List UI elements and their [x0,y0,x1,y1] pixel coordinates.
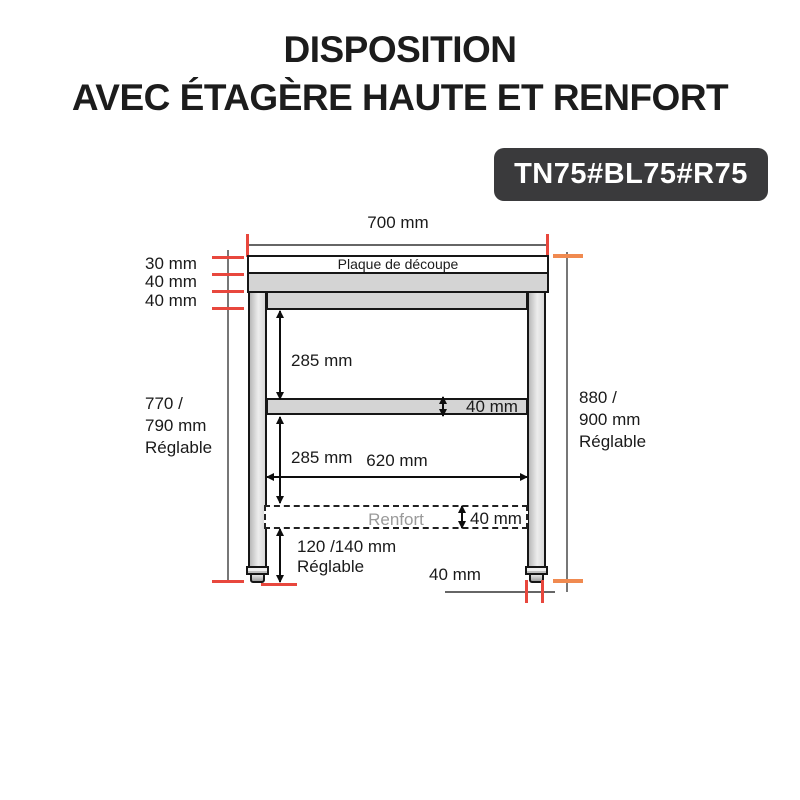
dim-left-height-label [145,393,212,459]
dim-left-height-line3: Réglable [145,438,213,457]
title-line-2: AVEC ÉTAGÈRE HAUTE ET RENFORT [71,77,729,118]
dim-arrow-renfort-thickness [461,506,463,528]
dim-right-height-label [579,387,646,453]
dim-arrow-inner-width [267,476,527,478]
dim-left-height-line2: 790 mm [145,416,207,435]
dim-tick-left-4 [212,307,244,310]
dim-tick-left-1 [212,256,244,259]
dim-inner-width-label: 620 mm [366,451,428,470]
dim-foot-width-label: 40 mm [429,565,481,584]
dim-top-width-label: 700 mm [367,213,429,232]
dim-tick-foot-right [541,580,544,603]
dim-right-height-line1: 880 / [579,388,617,407]
cutting-board-label: Plaque de découpe [337,256,459,272]
dim-tick-foot-left [525,580,528,603]
dim-line-top-width [248,244,548,246]
dim-lower-gap-label: 285 mm [291,448,353,467]
dim-plaque-thickness: 30 mm [145,254,197,273]
dim-frame-thickness: 40 mm [145,291,197,310]
dim-foot-height-line1: 120 /140 mm [297,537,397,556]
dim-line-foot-width [445,591,555,593]
dim-foot-height-line2: Réglable [297,557,365,576]
dim-arrow-foot-height [279,529,281,582]
dim-tick-right-top [553,254,583,258]
dim-arrow-shelf-thickness [442,397,444,416]
product-code-badge: TN75#BL75#R75 [494,148,768,201]
dim-tabletop-thickness: 40 mm [145,272,197,291]
left-foot-pad [250,573,265,583]
dim-arrow-upper-gap [279,311,281,399]
title-line-1: DISPOSITION [283,29,517,70]
dim-shelf-thickness-label: 40 mm [466,397,518,416]
dim-right-height-line3: Réglable [579,432,647,451]
tabletop [247,272,549,293]
dim-tick-left-2 [212,273,244,276]
right-leg [527,291,546,567]
dim-tick-top-left [246,234,249,257]
dim-left-height-line1: 770 / [145,394,183,413]
dim-foot-height-label [297,537,396,577]
dim-tick-top-right [546,234,549,257]
dim-line-left-height [227,250,229,583]
under-frame-band [266,291,528,310]
floor-line-left-foot [261,583,297,586]
dim-tick-left-3 [212,290,244,293]
dim-line-right-height [566,252,568,592]
dim-tick-left-bottom [212,580,244,583]
dim-right-height-line2: 900 mm [579,410,641,429]
renfort-label: Renfort [368,510,424,529]
dim-tick-right-bottom [553,579,583,583]
dim-upper-gap-label: 285 mm [291,351,353,370]
dim-renfort-thickness-label: 40 mm [470,509,522,528]
